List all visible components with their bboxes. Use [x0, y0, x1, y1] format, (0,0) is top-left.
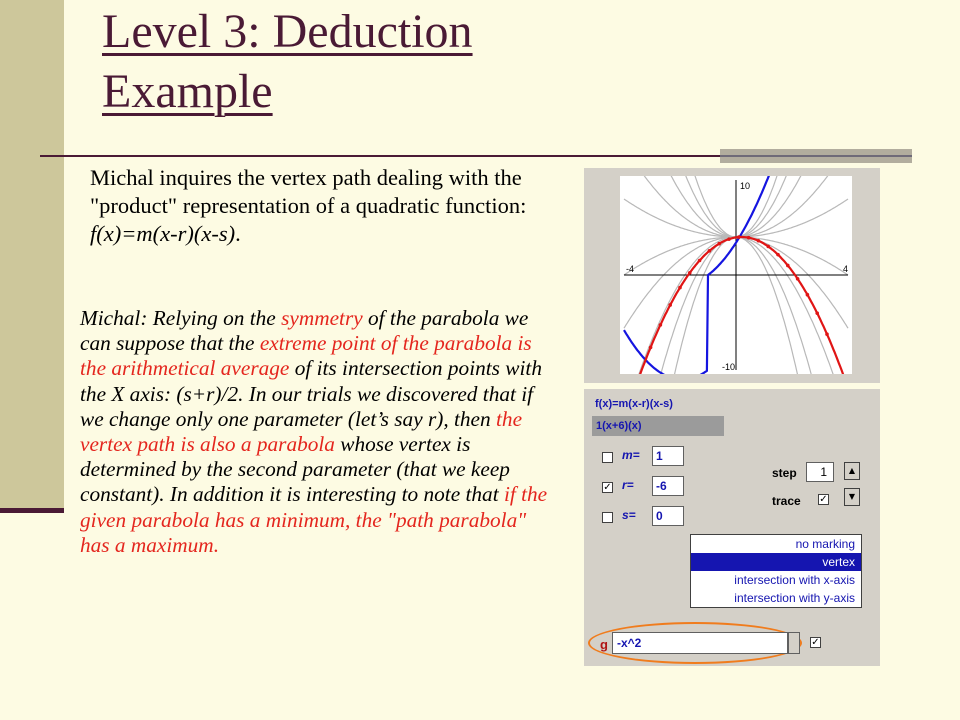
vertex-marker [776, 253, 780, 257]
r-input[interactable]: -6 [652, 476, 684, 496]
vertex-marker [678, 286, 682, 290]
intro-end: . [235, 221, 241, 246]
quote-segment: symmetry [281, 306, 363, 330]
marking-option[interactable]: vertex [691, 553, 861, 571]
quote-segment: of its intersection points with the X axis: (s+r)/2. In our trials we discovered that if we change only one parameter (let’s say r), then [80, 356, 542, 431]
m-label: m= [622, 448, 640, 462]
vertex-marker [698, 259, 702, 263]
marking-option[interactable]: intersection with x-axis [734, 573, 855, 587]
title-line-2: Example [102, 65, 273, 118]
vertex-marker [747, 236, 751, 240]
formula-label: f(x)=m(x-r)(x-s) [595, 398, 673, 410]
applet-panel-gap [584, 383, 880, 389]
intro-paragraph [90, 164, 570, 248]
title-divider [40, 155, 720, 157]
marking-listbox[interactable] [690, 534, 862, 608]
expression-field[interactable]: 1(x+6)(x) [592, 416, 724, 436]
slide-title [102, 2, 473, 122]
step-up-icon[interactable]: ▲ [844, 462, 860, 480]
vertex-marker [659, 323, 663, 327]
quote-segment: if the given parabola has a minimum, the "path parabola" has a maximum. [80, 482, 548, 557]
michal-quote [80, 306, 550, 558]
step-input[interactable]: 1 [806, 462, 834, 482]
s-checkbox[interactable] [602, 512, 613, 523]
quote-segment: the vertex path is also a parabola [80, 406, 523, 457]
graph-canvas[interactable] [620, 176, 852, 374]
left-accent-bar [0, 0, 64, 510]
m-checkbox[interactable] [602, 452, 613, 463]
s-input[interactable]: 0 [652, 506, 684, 526]
y-max-tick-label: 10 [740, 181, 751, 191]
vertex-marker [649, 346, 653, 350]
g-label: g [600, 637, 608, 652]
step-label: step [772, 466, 797, 480]
m-input[interactable]: 1 [652, 446, 684, 466]
vertex-marker [717, 242, 721, 246]
quote-segment: of the parabola we can suppose that the [80, 306, 529, 356]
y-min-tick-label: -10 [722, 362, 736, 372]
title-divider-right [720, 155, 912, 157]
vertex-marker [727, 237, 731, 241]
r-label: r= [622, 478, 634, 492]
x-max-tick-label: 4 [842, 264, 848, 274]
vertex-marker [825, 332, 829, 336]
vertex-marker [796, 277, 800, 281]
vertex-marker [786, 264, 790, 268]
s-label: s= [622, 508, 636, 522]
g-checkbox[interactable]: ✓ [811, 637, 820, 648]
vertex-marker [688, 271, 692, 275]
vertex-marker [708, 249, 712, 253]
quote-segment: whose vertex is determined by the second parameter (that we keep constant). In addition it is interesting to note that [80, 432, 510, 507]
vertex-marker [806, 293, 810, 297]
vertex-marker [815, 311, 819, 315]
quote-segment: extreme point of the parabola is the arithmetical average [80, 331, 532, 381]
quote-segment: Michal: Relying on the [80, 306, 282, 330]
g-input[interactable]: -x^2 [612, 632, 788, 654]
vertex-marker [757, 239, 761, 243]
x-min-tick-label: -4 [626, 264, 635, 274]
step-down-icon[interactable]: ▼ [844, 488, 860, 506]
vertex-marker [766, 245, 770, 249]
vertex-marker [737, 235, 741, 239]
title-line-1: Level 3: Deduction [102, 5, 473, 58]
marking-option[interactable]: intersection with y-axis [734, 591, 855, 605]
marking-option[interactable]: no marking [795, 537, 855, 551]
trace-label: trace [772, 494, 801, 508]
g-dropdown-button[interactable] [788, 632, 800, 654]
intro-text: Michal inquires the vertex path dealing with the "product" representation of a quadratic function: [90, 165, 527, 218]
vertex-marker [668, 303, 672, 307]
trace-checkbox[interactable]: ✓ [819, 494, 828, 505]
intro-formula: f(x)=m(x-r)(x-s) [90, 221, 236, 246]
r-checkbox[interactable]: ✓ [603, 482, 612, 493]
left-accent-mark [0, 508, 64, 513]
